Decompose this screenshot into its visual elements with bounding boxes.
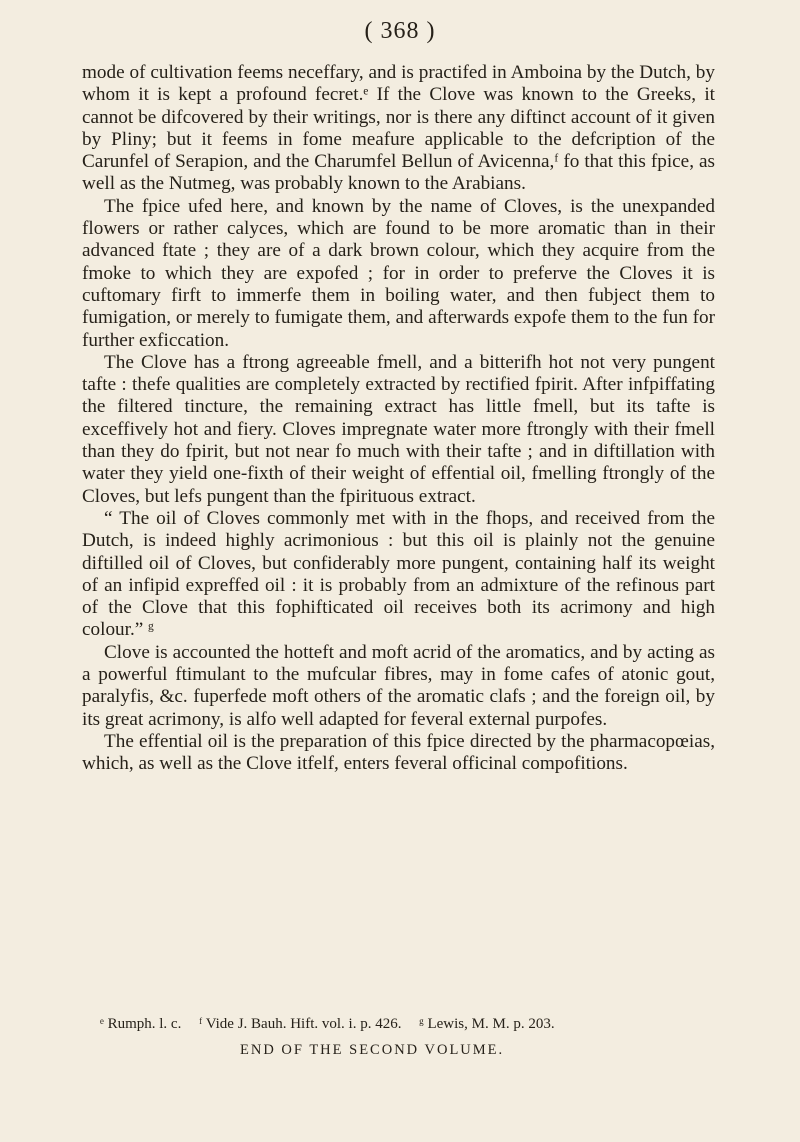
footnote: ᵉ Rumph. l. c.: [100, 1016, 182, 1032]
paragraph: “ The oil of Cloves commonly met with in the fhops, and received from the Dutch, is indeed highly acrimonious : but this oil is plainly not the genuine diftilled oil of Cloves, but confiderably more pungent, containing half its weight of an infipid expreffed oil : it is probably from an admixture of the refinous part of the Clove that this fophifticated oil receives both its acrimony and high colour.” ᵍ: [82, 507, 715, 641]
page-number: ( 368 ): [364, 18, 436, 44]
paragraph: The Clove has a ftrong agreeable fmell, and a bitterifh hot not very pungent tafte : thefe qualities are completely extracted by rectified fpirit. After infpiffating the filtered tincture, the remaining extract has little fmell, but its tafte is exceffively hot and fiery. Cloves impregnate water more ftrongly with their fmell than they do fpirit, but not near fo much with their tafte ; and in diftillation with water they yield one-fixth of their weight of effential oil, fmelling ftrongly of the Cloves, but lefs pungent than the fpirituous extract.: [82, 351, 715, 507]
end-of-volume-line: END OF THE SECOND VOLUME.: [240, 1042, 505, 1058]
body-text: [82, 62, 715, 776]
paragraph: Clove is accounted the hotteft and moft acrid of the aromatics, and by acting as a powerful ftimulant to the mufcular fibres, may in fome cafes of atonic gout, paralyfis, &c. fuperfede moft others of the aromatic clafs ; and the foreign oil, by its great acrimony, is alfo well adapted for feveral external purpofes.: [82, 641, 715, 730]
footnote: ᶠ Vide J. Bauh. Hift. vol. i. p. 426.: [199, 1016, 402, 1032]
paragraph: mode of cultivation feems neceffary, and is practifed in Amboina by the Dutch, by whom it is kept a profound fecret.ᵉ If the Clove was known to the Greeks, it cannot be difcovered by their writings, nor is there any diftinct account of it given by Pliny; but it feems in fome meafure applicable to the defcription of the Carunfel of Serapion, and the Charumfel Bellun of Avicenna,ᶠ fo that this fpice, as well as the Nutmeg, was probably known to the Arabians.: [82, 62, 715, 195]
footnote: ᵍ Lewis, M. M. p. 203.: [419, 1016, 555, 1032]
paragraph: The fpice ufed here, and known by the name of Cloves, is the unexpanded flowers or rather calyces, which are found to be more aromatic than in their advanced ftate ; they are of a dark brown colour, which they acquire from the fmoke to which they are expofed ; for in order to preferve the Cloves it is cuftomary firft to immerfe them in boiling water, and then fubject them to fumigation, or merely to fumigate them, and afterwards expofe them to the fun for further exficcation.: [82, 195, 715, 351]
footnotes: [100, 1016, 740, 1033]
paragraph: The effential oil is the preparation of this fpice directed by the pharmacopœias, which, as well as the Clove itfelf, enters feveral officinal compofitions.: [82, 730, 715, 775]
